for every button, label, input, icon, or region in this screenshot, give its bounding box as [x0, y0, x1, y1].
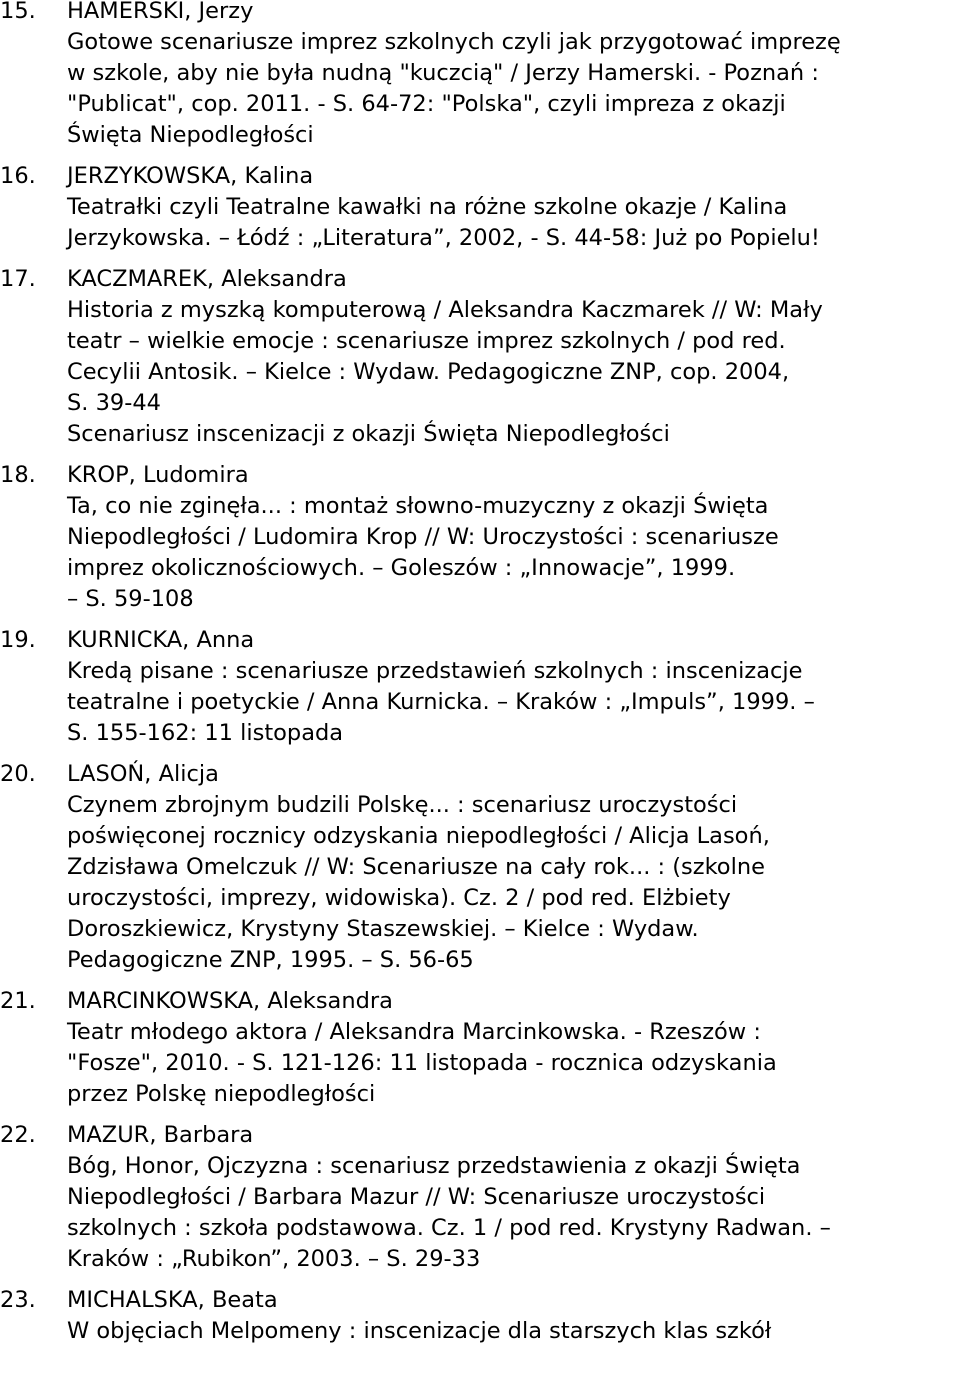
bibliography-entry	[0, 161, 960, 254]
bibliography-entry	[0, 759, 960, 976]
entry-author: KROP, Ludomira	[67, 462, 249, 488]
entry-line: "Publicat", cop. 2011. - S. 64-72: "Polska", czyli impreza z okazji	[67, 91, 786, 117]
entry-number: 18.	[0, 462, 36, 488]
entry-author: KACZMAREK, Aleksandra	[67, 266, 347, 292]
entry-line: Jerzykowska. – Łódź : „Literatura”, 2002, - S. 44-58: Już po Popielu!	[67, 225, 820, 251]
entry-line: S. 39-44	[67, 390, 161, 416]
entry-line: teatralne i poetyckie / Anna Kurnicka. – Kraków : „Impuls”, 1999. –	[67, 689, 815, 715]
entry-author: MARCINKOWSKA, Aleksandra	[67, 988, 393, 1014]
entry-author: MICHALSKA, Beata	[67, 1287, 278, 1313]
entry-line: W objęciach Melpomeny : inscenizacje dla starszych klas szkół	[67, 1318, 772, 1344]
entry-line: uroczystości, imprezy, widowiska). Cz. 2 / pod red. Elżbiety	[67, 885, 731, 911]
entry-author: HAMERSKI, Jerzy	[67, 0, 254, 24]
entry-line: Niepodległości / Barbara Mazur // W: Scenariusze uroczystości	[67, 1184, 766, 1210]
entry-number: 23.	[0, 1287, 36, 1313]
bibliography-entry	[0, 264, 960, 450]
entry-number: 15.	[0, 0, 36, 24]
entry-number: 22.	[0, 1122, 36, 1148]
entry-line: Teatr młodego aktora / Aleksandra Marcinkowska. - Rzeszów :	[67, 1019, 761, 1045]
entry-line: Doroszkiewicz, Krystyny Staszewskiej. – Kielce : Wydaw.	[67, 916, 699, 942]
entry-line: Cecylii Antosik. – Kielce : Wydaw. Pedagogiczne ZNP, cop. 2004,	[67, 359, 790, 385]
entry-text	[67, 1285, 947, 1347]
bibliography-entry	[0, 986, 960, 1110]
entry-number: 19.	[0, 627, 36, 653]
entry-number: 16.	[0, 163, 36, 189]
entry-author: KURNICKA, Anna	[67, 627, 255, 653]
entry-line: Kredą pisane : scenariusze przedstawień szkolnych : inscenizacje	[67, 658, 803, 684]
entry-text	[67, 161, 947, 254]
entry-text	[67, 264, 947, 450]
entry-line: Pedagogiczne ZNP, 1995. – S. 56-65	[67, 947, 474, 973]
entry-line: Ta, co nie zginęła... : montaż słowno-muzyczny z okazji Święta	[67, 493, 769, 519]
bibliography-entry	[0, 1285, 960, 1347]
entry-author: JERZYKOWSKA, Kalina	[67, 163, 314, 189]
bibliography-entry	[0, 0, 960, 151]
entry-number: 21.	[0, 988, 36, 1014]
entry-line: szkolnych : szkoła podstawowa. Cz. 1 / pod red. Krystyny Radwan. –	[67, 1215, 831, 1241]
entry-line: przez Polskę niepodległości	[67, 1081, 376, 1107]
entry-line: Czynem zbrojnym budzili Polskę... : scenariusz uroczystości	[67, 792, 738, 818]
bibliography-entry	[0, 625, 960, 749]
entry-line: Gotowe scenariusze imprez szkolnych czyli jak przygotować imprezę	[67, 29, 841, 55]
bibliography-entry	[0, 1120, 960, 1275]
entry-line: Teatrałki czyli Teatralne kawałki na różne szkolne okazje / Kalina	[67, 194, 788, 220]
entry-text	[67, 460, 947, 615]
entry-text	[67, 759, 947, 976]
entry-line: Zdzisława Omelczuk // W: Scenariusze na cały rok... : (szkolne	[67, 854, 765, 880]
entry-text	[67, 625, 947, 749]
entry-line: Scenariusz inscenizacji z okazji Święta Niepodległości	[67, 421, 670, 447]
entry-line: S. 155-162: 11 listopada	[67, 720, 344, 746]
entry-line: – S. 59-108	[67, 586, 194, 612]
entry-line: w szkole, aby nie była nudną "kuczcią" / Jerzy Hamerski. - Poznań :	[67, 60, 819, 86]
entry-line: Niepodległości / Ludomira Krop // W: Uroczystości : scenariusze	[67, 524, 779, 550]
entry-line: Bóg, Honor, Ojczyzna : scenariusz przedstawienia z okazji Święta	[67, 1153, 801, 1179]
entry-number: 17.	[0, 266, 36, 292]
entry-text	[67, 1120, 947, 1275]
entry-author: LASOŃ, Alicja	[67, 761, 219, 787]
entry-line: Kraków : „Rubikon”, 2003. – S. 29-33	[67, 1246, 481, 1272]
entry-text	[67, 986, 947, 1110]
entry-line: Święta Niepodległości	[67, 122, 314, 148]
entry-line: teatr – wielkie emocje : scenariusze imprez szkolnych / pod red.	[67, 328, 786, 354]
entry-line: poświęconej rocznicy odzyskania niepodległości / Alicja Lasoń,	[67, 823, 770, 849]
entry-line: imprez okolicznościowych. – Goleszów : „Innowacje”, 1999.	[67, 555, 736, 581]
bibliography-entry	[0, 460, 960, 615]
entry-text	[67, 0, 947, 151]
entry-author: MAZUR, Barbara	[67, 1122, 254, 1148]
entry-line: "Fosze", 2010. - S. 121-126: 11 listopada - rocznica odzyskania	[67, 1050, 777, 1076]
entry-number: 20.	[0, 761, 36, 787]
entry-line: Historia z myszką komputerową / Aleksandra Kaczmarek // W: Mały	[67, 297, 823, 323]
